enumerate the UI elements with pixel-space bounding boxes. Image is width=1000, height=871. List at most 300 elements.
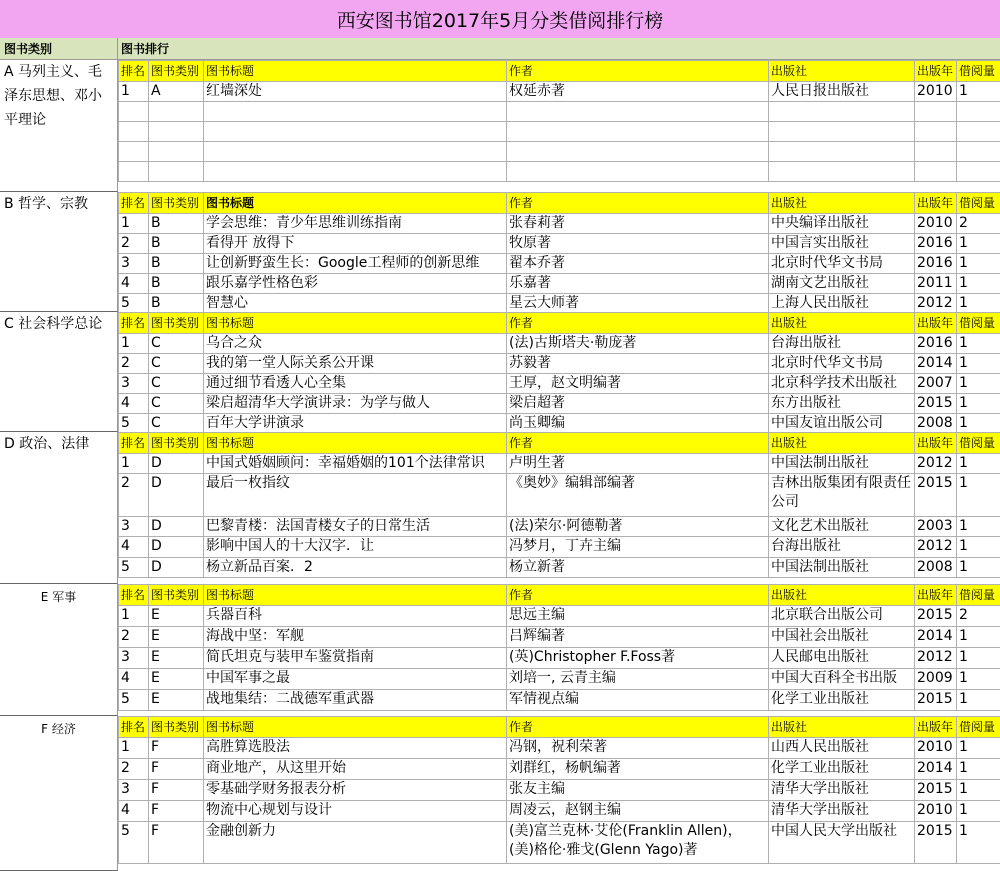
cell-year: 2012 [915,454,957,474]
cell-year: 2015 [915,394,957,414]
ranking-table [118,60,1000,182]
table-row [119,214,1000,234]
cell-author [507,102,769,122]
cell-category: C [149,414,204,434]
ranking-table [118,312,1000,434]
table-header-row [119,717,1000,738]
cell-category: C [149,334,204,354]
cell-publisher: 化学工业出版社 [769,759,915,780]
cell-loans: 1 [957,822,1000,864]
column-header-loans: 借阅量 [957,313,1000,334]
cell-category: B [149,214,204,234]
cell-year: 2015 [915,780,957,801]
category-label: F 经济 [0,716,118,871]
cell-publisher: 清华大学出版社 [769,780,915,801]
cell-category: F [149,759,204,780]
table-row [119,606,1000,627]
cell-author: 张友主编 [507,780,769,801]
cell-publisher: 台海出版社 [769,334,915,354]
table-row [119,537,1000,558]
cell-author: 刘培一, 云青主编 [507,669,769,690]
cell-rank: 2 [119,474,149,517]
category-label: C 社会科学总论 [0,312,118,432]
column-header-author: 作者 [507,433,769,454]
cell-title: 简氏坦克与装甲车鉴赏指南 [204,648,507,669]
cell-publisher: 吉林出版集团有限责任公司 [769,474,915,517]
table-row [119,558,1000,578]
cell-publisher: 化学工业出版社 [769,690,915,711]
cell-year: 2003 [915,517,957,537]
cell-author: 刘群红，杨帆编著 [507,759,769,780]
cell-publisher: 中央编译出版社 [769,214,915,234]
cell-category: E [149,690,204,711]
cell-rank: 4 [119,669,149,690]
table-header-row [119,193,1000,214]
cell-loans: 1 [957,780,1000,801]
table-row [119,274,1000,294]
cell-category: B [149,274,204,294]
cell-year: 2007 [915,374,957,394]
column-header-title: 图书标题 [204,717,507,738]
cell-title: 金融创新力 [204,822,507,864]
cell-author: 翟本乔著 [507,254,769,274]
cell-year: 2011 [915,274,957,294]
cell-loans: 1 [957,234,1000,254]
column-header-publisher: 出版社 [769,61,915,82]
cell-category [149,142,204,162]
table-row [119,162,1000,182]
cell-rank: 3 [119,648,149,669]
ranking-column-header: 图书排行 [118,38,1000,60]
cell-loans: 1 [957,334,1000,354]
cell-author: 星云大师著 [507,294,769,314]
cell-author [507,142,769,162]
cell-rank: 3 [119,780,149,801]
column-header-publisher: 出版社 [769,717,915,738]
cell-loans [957,142,1000,162]
column-header-year: 出版年 [915,433,957,454]
cell-publisher: 东方出版社 [769,394,915,414]
cell-author: 梁启超著 [507,394,769,414]
cell-title [204,162,507,182]
cell-title: 我的第一堂人际关系公开课 [204,354,507,374]
cell-author [507,122,769,142]
cell-year: 2015 [915,822,957,864]
cell-year: 2015 [915,690,957,711]
cell-publisher: 人民日报出版社 [769,82,915,102]
cell-title: 梁启超清华大学演讲录：为学与做人 [204,394,507,414]
cell-category: D [149,517,204,537]
cell-publisher: 中国人民大学出版社 [769,822,915,864]
cell-loans: 1 [957,274,1000,294]
cell-category: F [149,780,204,801]
cell-loans: 1 [957,394,1000,414]
cell-rank: 2 [119,234,149,254]
cell-title [204,142,507,162]
table-row [119,474,1000,517]
cell-title: 中国军事之最 [204,669,507,690]
cell-title [204,102,507,122]
column-header-loans: 借阅量 [957,585,1000,606]
cell-title: 让创新野蛮生长：Google工程师的创新思维 [204,254,507,274]
cell-year: 2016 [915,254,957,274]
column-header-rank: 排名 [119,433,149,454]
cell-rank: 2 [119,759,149,780]
cell-year [915,122,957,142]
cell-title: 高胜算选股法 [204,738,507,759]
cell-title: 物流中心规划与设计 [204,801,507,822]
table-row [119,780,1000,801]
cell-title: 通过细节看透人心全集 [204,374,507,394]
cell-rank [119,102,149,122]
cell-loans: 1 [957,254,1000,274]
column-header-rank: 排名 [119,193,149,214]
cell-year: 2010 [915,801,957,822]
category-column-header: 图书类别 [0,38,118,60]
cell-publisher: 中国社会出版社 [769,627,915,648]
cell-loans: 1 [957,690,1000,711]
cell-year: 2016 [915,234,957,254]
cell-category: F [149,801,204,822]
table-header-row [119,585,1000,606]
column-header-rank: 排名 [119,313,149,334]
table-row [119,354,1000,374]
cell-rank: 4 [119,274,149,294]
cell-publisher: 北京科学技术出版社 [769,374,915,394]
column-header-loans: 借阅量 [957,193,1000,214]
cell-year: 2016 [915,334,957,354]
cell-year: 2014 [915,627,957,648]
column-header-title: 图书标题 [204,193,507,214]
cell-publisher [769,102,915,122]
cell-loans: 1 [957,294,1000,314]
table-header-row [119,61,1000,82]
table-row [119,142,1000,162]
cell-author: 冯钢，祝利荣著 [507,738,769,759]
cell-publisher: 清华大学出版社 [769,801,915,822]
table-row [119,801,1000,822]
cell-category: C [149,374,204,394]
column-header-loans: 借阅量 [957,61,1000,82]
table-row [119,122,1000,142]
cell-category: E [149,669,204,690]
cell-title: 兵器百科 [204,606,507,627]
cell-loans: 1 [957,669,1000,690]
cell-category: E [149,648,204,669]
column-header-publisher: 出版社 [769,585,915,606]
column-header-publisher: 出版社 [769,193,915,214]
ranking-table [118,432,1000,578]
cell-author: 乐嘉著 [507,274,769,294]
cell-rank: 5 [119,294,149,314]
ranking-table [118,584,1000,711]
column-header-author: 作者 [507,193,769,214]
table-row [119,690,1000,711]
cell-loans: 1 [957,454,1000,474]
column-header-author: 作者 [507,313,769,334]
cell-rank: 1 [119,334,149,354]
cell-category: D [149,454,204,474]
column-header-author: 作者 [507,717,769,738]
cell-category: F [149,738,204,759]
cell-author: 权延赤著 [507,82,769,102]
cell-category [149,122,204,142]
cell-rank: 5 [119,822,149,864]
cell-year: 2015 [915,474,957,517]
cell-category: B [149,254,204,274]
table-row [119,82,1000,102]
table-row [119,648,1000,669]
cell-author: 军情视点编 [507,690,769,711]
table-row [119,414,1000,434]
cell-category: F [149,822,204,864]
cell-rank: 5 [119,558,149,578]
cell-year: 2015 [915,606,957,627]
cell-category [149,102,204,122]
column-header-rank: 排名 [119,585,149,606]
cell-publisher: 人民邮电出版社 [769,648,915,669]
column-header-author: 作者 [507,585,769,606]
cell-year: 2010 [915,738,957,759]
table-row [119,102,1000,122]
cell-loans: 1 [957,82,1000,102]
column-header-loans: 借阅量 [957,433,1000,454]
cell-year: 2008 [915,414,957,434]
cell-author: (英)Christopher F.Foss著 [507,648,769,669]
category-label: A 马列主义、毛泽东思想、邓小平理论 [0,60,118,192]
cell-rank [119,142,149,162]
table-row [119,394,1000,414]
cell-rank [119,162,149,182]
cell-loans: 1 [957,474,1000,517]
cell-year: 2012 [915,537,957,558]
cell-author: 王厚，赵文明编著 [507,374,769,394]
table-row [119,738,1000,759]
cell-title: 巴黎青楼：法国青楼女子的日常生活 [204,517,507,537]
column-header-category: 图书类别 [149,717,204,738]
cell-category: D [149,474,204,517]
cell-loans: 1 [957,517,1000,537]
cell-author: 吕辉编著 [507,627,769,648]
table-header-row [119,313,1000,334]
cell-rank [119,122,149,142]
cell-category: B [149,294,204,314]
cell-rank: 2 [119,627,149,648]
cell-publisher: 中国言实出版社 [769,234,915,254]
column-header-year: 出版年 [915,717,957,738]
table-row [119,669,1000,690]
cell-rank: 2 [119,354,149,374]
cell-year: 2008 [915,558,957,578]
cell-rank: 1 [119,454,149,474]
cell-loans: 2 [957,606,1000,627]
cell-title: 商业地产，从这里开始 [204,759,507,780]
cell-publisher: 北京时代华文书局 [769,354,915,374]
cell-year: 2010 [915,82,957,102]
column-header-category: 图书类别 [149,313,204,334]
column-header-year: 出版年 [915,313,957,334]
table-row [119,627,1000,648]
cell-category: D [149,537,204,558]
cell-rank: 3 [119,374,149,394]
column-header-year: 出版年 [915,61,957,82]
table-row [119,759,1000,780]
cell-title: 百年大学讲演录 [204,414,507,434]
cell-category: B [149,234,204,254]
category-label: E 军事 [0,584,118,716]
column-header-category: 图书类别 [149,61,204,82]
cell-title: 跟乐嘉学性格色彩 [204,274,507,294]
cell-category: A [149,82,204,102]
column-header-year: 出版年 [915,585,957,606]
ranking-table [118,716,1000,864]
cell-publisher: 北京时代华文书局 [769,254,915,274]
cell-title: 最后一枚指纹 [204,474,507,517]
table-row [119,254,1000,274]
cell-author: 尚玉卿编 [507,414,769,434]
cell-author: (法)荣尔·阿德勒著 [507,517,769,537]
table-row [119,517,1000,537]
cell-year: 2012 [915,648,957,669]
cell-loans [957,122,1000,142]
table-row [119,374,1000,394]
column-header-publisher: 出版社 [769,433,915,454]
cell-publisher: 中国大百科全书出版 [769,669,915,690]
cell-title: 智慧心 [204,294,507,314]
cell-rank: 1 [119,82,149,102]
cell-author: 周凌云，赵钢主编 [507,801,769,822]
cell-author: 卢明生著 [507,454,769,474]
cell-title: 中国式婚姻顾问：幸福婚姻的101个法律常识 [204,454,507,474]
cell-rank: 4 [119,537,149,558]
cell-year [915,142,957,162]
column-header-rank: 排名 [119,717,149,738]
cell-year: 2010 [915,214,957,234]
cell-loans: 1 [957,354,1000,374]
cell-loans: 1 [957,414,1000,434]
cell-loans [957,102,1000,122]
cell-title: 看得开 放得下 [204,234,507,254]
cell-loans: 1 [957,627,1000,648]
cell-loans: 1 [957,759,1000,780]
cell-category: D [149,558,204,578]
cell-author: 思远主编 [507,606,769,627]
cell-publisher [769,162,915,182]
cell-loans: 1 [957,558,1000,578]
cell-category [149,162,204,182]
cell-publisher [769,142,915,162]
cell-rank: 1 [119,214,149,234]
table-row [119,334,1000,354]
table-row [119,454,1000,474]
cell-author [507,162,769,182]
cell-title: 战地集结：二战德军重武器 [204,690,507,711]
column-header-category: 图书类别 [149,193,204,214]
cell-loans: 1 [957,374,1000,394]
table-header-row [119,433,1000,454]
cell-author: 牧原著 [507,234,769,254]
cell-title [204,122,507,142]
cell-title: 影响中国人的十大汉字．让 [204,537,507,558]
cell-title: 杨立新品百案．2 [204,558,507,578]
cell-author: 苏毅著 [507,354,769,374]
page-title: 西安图书馆2017年5月分类借阅排行榜 [0,0,1000,39]
cell-rank: 3 [119,517,149,537]
cell-year: 2014 [915,759,957,780]
column-header-year: 出版年 [915,193,957,214]
cell-category: C [149,354,204,374]
cell-year: 2009 [915,669,957,690]
column-header-title: 图书标题 [204,61,507,82]
cell-loans [957,162,1000,182]
table-row [119,294,1000,314]
cell-publisher: 湖南文艺出版社 [769,274,915,294]
cell-loans: 2 [957,214,1000,234]
column-header-title: 图书标题 [204,433,507,454]
cell-rank: 1 [119,738,149,759]
cell-publisher: 文化艺术出版社 [769,517,915,537]
cell-author: 冯梦月，丁卉主编 [507,537,769,558]
cell-rank: 5 [119,690,149,711]
cell-loans: 1 [957,648,1000,669]
cell-loans: 1 [957,801,1000,822]
cell-publisher: 中国法制出版社 [769,558,915,578]
cell-loans: 1 [957,537,1000,558]
cell-rank: 3 [119,254,149,274]
column-header-category: 图书类别 [149,433,204,454]
cell-author: (法)古斯塔夫·勒庞著 [507,334,769,354]
cell-publisher: 中国友谊出版公司 [769,414,915,434]
cell-publisher: 中国法制出版社 [769,454,915,474]
column-header-category: 图书类别 [149,585,204,606]
cell-category: C [149,394,204,414]
cell-rank: 5 [119,414,149,434]
table-row [119,822,1000,864]
cell-year: 2012 [915,294,957,314]
cell-title: 红墙深处 [204,82,507,102]
cell-year [915,162,957,182]
cell-rank: 1 [119,606,149,627]
cell-author: 杨立新著 [507,558,769,578]
column-header-author: 作者 [507,61,769,82]
column-header-loans: 借阅量 [957,717,1000,738]
cell-year [915,102,957,122]
column-header-title: 图书标题 [204,585,507,606]
column-header-publisher: 出版社 [769,313,915,334]
cell-title: 学会思维：青少年思维训练指南 [204,214,507,234]
cell-publisher [769,122,915,142]
cell-publisher: 北京联合出版公司 [769,606,915,627]
cell-rank: 4 [119,801,149,822]
cell-title: 海战中坚：军舰 [204,627,507,648]
column-header-rank: 排名 [119,61,149,82]
category-label: B 哲学、宗教 [0,192,118,312]
cell-publisher: 台海出版社 [769,537,915,558]
category-label: D 政治、法律 [0,432,118,584]
cell-author: 《奥妙》编辑部编著 [507,474,769,517]
cell-loans: 1 [957,738,1000,759]
cell-rank: 4 [119,394,149,414]
cell-title: 零基础学财务报表分析 [204,780,507,801]
cell-title: 乌合之众 [204,334,507,354]
cell-category: E [149,606,204,627]
column-header-title: 图书标题 [204,313,507,334]
cell-category: E [149,627,204,648]
cell-author: (美)富兰克林·艾伦(Franklin Allen)，(美)格伦·雅戈(Glenn Yago)著 [507,822,769,864]
cell-publisher: 上海人民出版社 [769,294,915,314]
cell-year: 2014 [915,354,957,374]
table-row [119,234,1000,254]
